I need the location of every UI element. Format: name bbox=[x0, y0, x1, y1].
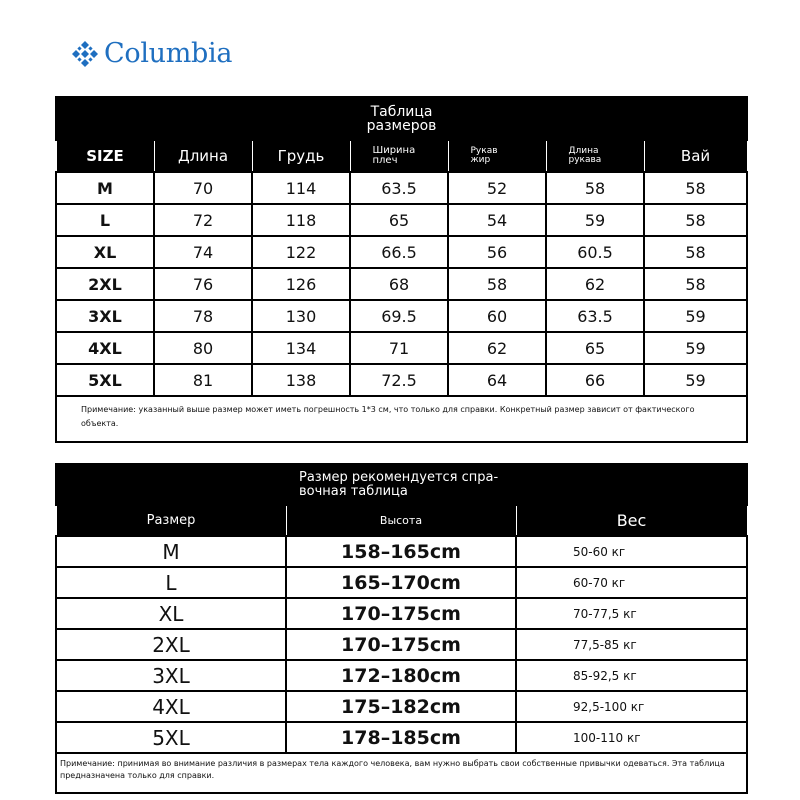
cell-rec-height: 158–165cm bbox=[286, 536, 516, 567]
cell-chest: 138 bbox=[252, 364, 350, 396]
cell-size: 4XL bbox=[56, 332, 154, 364]
cell-sleeve-fat: 56 bbox=[448, 236, 546, 268]
table-row bbox=[56, 204, 747, 236]
cell-hem: 59 bbox=[644, 364, 747, 396]
table-row bbox=[56, 300, 747, 332]
cell-rec-height: 165–170cm bbox=[286, 567, 516, 598]
cell-sleeve-len: 58 bbox=[546, 172, 644, 204]
header-sleeve-fat: Рукав жир bbox=[448, 140, 546, 172]
header-length: Длина bbox=[154, 140, 252, 172]
cell-length: 78 bbox=[154, 300, 252, 332]
cell-sleeve-fat: 60 bbox=[448, 300, 546, 332]
cell-rec-weight: 70-77,5 кг bbox=[516, 598, 747, 629]
table-row bbox=[56, 598, 747, 629]
table-row bbox=[56, 660, 747, 691]
cell-sleeve-len: 62 bbox=[546, 268, 644, 300]
cell-sleeve-len: 65 bbox=[546, 332, 644, 364]
size-chart-title-row bbox=[56, 97, 747, 140]
cell-hem: 58 bbox=[644, 236, 747, 268]
table-row bbox=[56, 268, 747, 300]
cell-sleeve-fat: 64 bbox=[448, 364, 546, 396]
cell-shoulder: 68 bbox=[350, 268, 448, 300]
cell-rec-weight: 60-70 кг bbox=[516, 567, 747, 598]
cell-shoulder: 71 bbox=[350, 332, 448, 364]
cell-hem: 59 bbox=[644, 332, 747, 364]
cell-length: 81 bbox=[154, 364, 252, 396]
cell-rec-size: 5XL bbox=[56, 722, 286, 753]
cell-size: 2XL bbox=[56, 268, 154, 300]
cell-chest: 122 bbox=[252, 236, 350, 268]
cell-sleeve-len: 66 bbox=[546, 364, 644, 396]
cell-chest: 134 bbox=[252, 332, 350, 364]
size-chart-note: Примечание: указанный выше размер может иметь погрешность 1*3 см, что только для справки. Конкретный размер зависит от фактического объекта. bbox=[56, 396, 747, 442]
cell-size: 3XL bbox=[56, 300, 154, 332]
cell-chest: 126 bbox=[252, 268, 350, 300]
cell-rec-weight: 85-92,5 кг bbox=[516, 660, 747, 691]
cell-sleeve-len: 63.5 bbox=[546, 300, 644, 332]
recommendation-title: Размер рекомендуется спра- вочная таблица bbox=[56, 464, 747, 505]
size-recommendation-table bbox=[55, 463, 748, 794]
cell-rec-size: M bbox=[56, 536, 286, 567]
recommendation-title-row bbox=[56, 464, 747, 505]
header-rec-height: Высота bbox=[286, 505, 516, 536]
header-rec-size: Размер bbox=[56, 505, 286, 536]
table-row bbox=[56, 332, 747, 364]
cell-length: 74 bbox=[154, 236, 252, 268]
brand-name: Columbia bbox=[104, 38, 233, 69]
cell-rec-size: XL bbox=[56, 598, 286, 629]
cell-sleeve-fat: 58 bbox=[448, 268, 546, 300]
header-rec-weight: Вес bbox=[516, 505, 747, 536]
cell-rec-height: 172–180cm bbox=[286, 660, 516, 691]
recommendation-header-row bbox=[56, 505, 747, 536]
cell-length: 80 bbox=[154, 332, 252, 364]
table-row bbox=[56, 567, 747, 598]
cell-shoulder: 66.5 bbox=[350, 236, 448, 268]
cell-rec-weight: 92,5-100 кг bbox=[516, 691, 747, 722]
cell-rec-height: 178–185cm bbox=[286, 722, 516, 753]
cell-hem: 59 bbox=[644, 300, 747, 332]
cell-rec-height: 170–175cm bbox=[286, 629, 516, 660]
cell-sleeve-len: 60.5 bbox=[546, 236, 644, 268]
size-chart-header-row bbox=[56, 140, 747, 172]
cell-sleeve-fat: 52 bbox=[448, 172, 546, 204]
cell-shoulder: 69.5 bbox=[350, 300, 448, 332]
cell-length: 72 bbox=[154, 204, 252, 236]
cell-chest: 114 bbox=[252, 172, 350, 204]
header-size: SIZE bbox=[56, 140, 154, 172]
size-chart-table bbox=[55, 96, 748, 443]
table-row bbox=[56, 364, 747, 396]
table-row bbox=[56, 536, 747, 567]
header-sleeve-length: Длина рукава bbox=[546, 140, 644, 172]
header-shoulder: Ширина плеч bbox=[350, 140, 448, 172]
cell-size: 5XL bbox=[56, 364, 154, 396]
columbia-diamond-icon bbox=[70, 39, 100, 69]
cell-length: 70 bbox=[154, 172, 252, 204]
cell-rec-weight: 100-110 кг bbox=[516, 722, 747, 753]
cell-shoulder: 72.5 bbox=[350, 364, 448, 396]
cell-hem: 58 bbox=[644, 204, 747, 236]
recommendation-note: Примечание: принимая во внимание различия в размерах тела каждого человека, вам нужно выбрать свои собственные привычки одеваться. Эта таблица предназначена только для справки. bbox=[56, 753, 747, 793]
columbia-logo bbox=[70, 38, 232, 69]
cell-hem: 58 bbox=[644, 172, 747, 204]
cell-chest: 118 bbox=[252, 204, 350, 236]
cell-rec-size: 2XL bbox=[56, 629, 286, 660]
cell-hem: 58 bbox=[644, 268, 747, 300]
cell-rec-height: 170–175cm bbox=[286, 598, 516, 629]
cell-rec-weight: 50-60 кг bbox=[516, 536, 747, 567]
cell-rec-size: 4XL bbox=[56, 691, 286, 722]
table-row bbox=[56, 629, 747, 660]
cell-size: M bbox=[56, 172, 154, 204]
cell-rec-size: 3XL bbox=[56, 660, 286, 691]
header-hem: Вай bbox=[644, 140, 747, 172]
cell-chest: 130 bbox=[252, 300, 350, 332]
table-row bbox=[56, 236, 747, 268]
cell-sleeve-fat: 62 bbox=[448, 332, 546, 364]
cell-rec-height: 175–182cm bbox=[286, 691, 516, 722]
table-row bbox=[56, 722, 747, 753]
size-chart-note-row bbox=[56, 396, 747, 442]
recommendation-note-row bbox=[56, 753, 747, 793]
cell-rec-size: L bbox=[56, 567, 286, 598]
cell-size: L bbox=[56, 204, 154, 236]
cell-shoulder: 65 bbox=[350, 204, 448, 236]
cell-length: 76 bbox=[154, 268, 252, 300]
header-chest: Грудь bbox=[252, 140, 350, 172]
cell-shoulder: 63.5 bbox=[350, 172, 448, 204]
cell-sleeve-fat: 54 bbox=[448, 204, 546, 236]
table-row bbox=[56, 691, 747, 722]
table-row bbox=[56, 172, 747, 204]
cell-sleeve-len: 59 bbox=[546, 204, 644, 236]
cell-size: XL bbox=[56, 236, 154, 268]
cell-rec-weight: 77,5-85 кг bbox=[516, 629, 747, 660]
size-chart-title: Таблица размеров bbox=[56, 97, 747, 140]
